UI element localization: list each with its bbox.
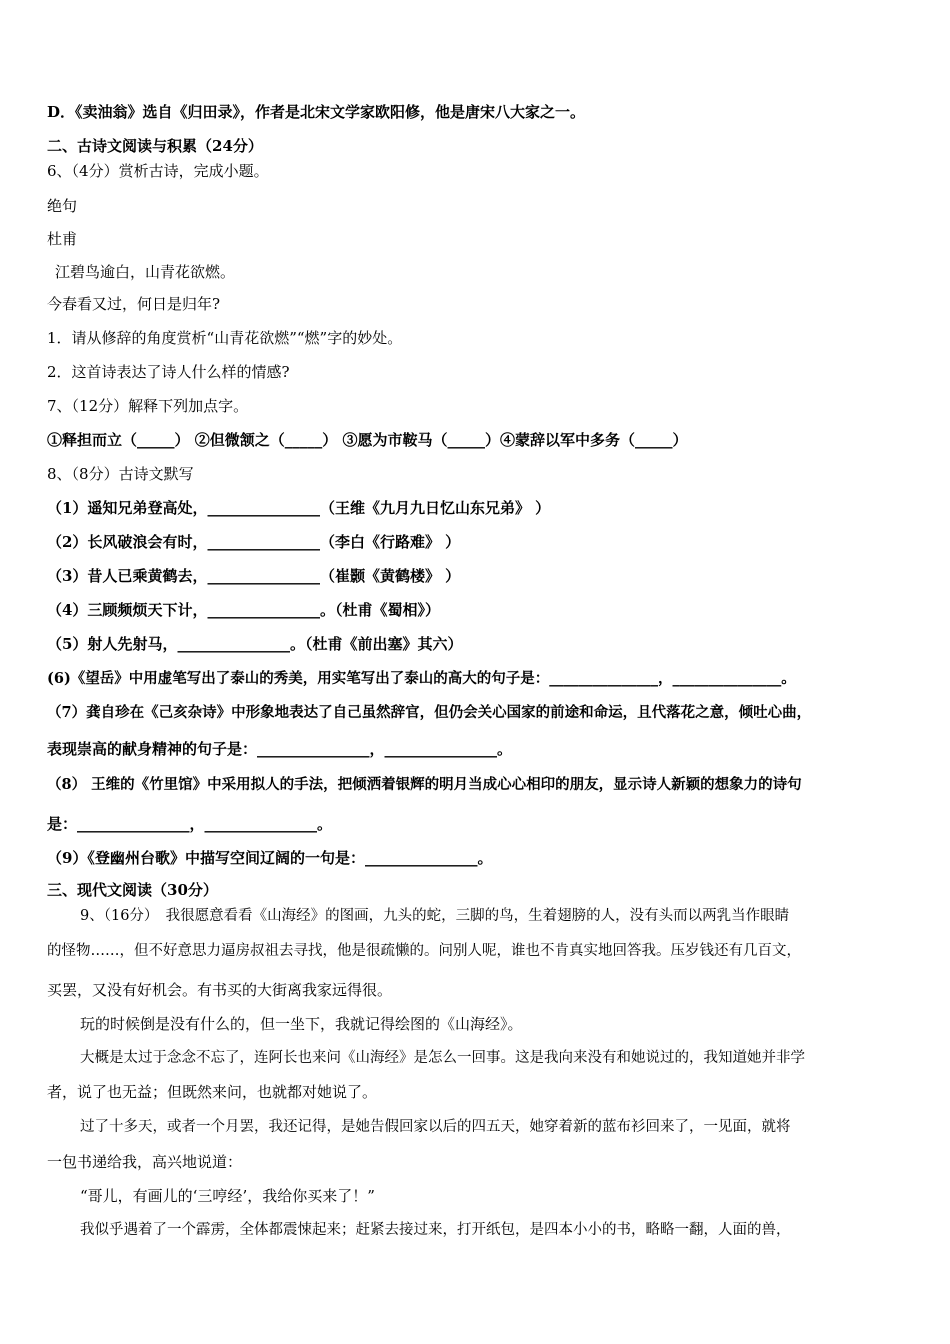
poem-line-1: 江碧鸟逾白，山青花欲燃。 [55, 263, 236, 281]
section-heading-modern-reading: 三、现代文阅读（30分） [47, 881, 218, 899]
passage-para-6-line-1: 我似乎遇着了一个霹雳，全体都震悚起来；赶紧去接过来，打开纸包，是四本小小的书，略略一翻，人面的兽， [80, 1222, 791, 1238]
poem-line-2: 今春看又过，何日是归年? [47, 295, 221, 313]
passage-para-3-line-1: 大概是太过于念念不忘了，连阿长也来问《山海经》是怎么一回事。这是我向来没有和她说过的，我知道她并非学 [80, 1050, 805, 1066]
question-6-sub-2: 2．这首诗表达了诗人什么样的情感? [47, 363, 290, 381]
section-heading-classical-poetry: 二、古诗文阅读与积累（24分） [47, 137, 263, 155]
question-8-item-3: （3）昔人已乘黄鹤去，_______________（崔颢《黄鹤楼》 ） [47, 567, 461, 585]
option-d-text: D．《卖油翁》选自《归田录》，作者是北宋文学家欧阳修，他是唐宋八大家之一。 [47, 103, 586, 121]
question-8-item-4: （4）三顾频烦天下计，_______________。（杜甫《蜀相》） [47, 601, 440, 619]
passage-para-4-line-2: 一包书递给我，高兴地说道： [47, 1153, 243, 1171]
passage-para-1-line-1: 9、（16分） 我很愿意看看《山海经》的图画，九头的蛇，三脚的鸟，生着翅膀的人，没有头而以两乳当作眼睛 [80, 908, 790, 924]
passage-para-2: 玩的时候倒是没有什么的，但一坐下，我就记得绘图的《山海经》。 [80, 1015, 523, 1033]
question-8-item-6: (6)《望岳》中用虚笔写出了泰山的秀美，用实笔写出了泰山的高大的句子是：_______________，_______________。 [47, 670, 796, 687]
passage-para-3-line-2: 者，说了也无益；但既然来问，也就都对她说了。 [47, 1083, 378, 1101]
question-8-item-8-line-1: （8） 王维的《竹里馆》中采用拟人的手法，把倾洒着银辉的明月当成心心相印的朋友，显示诗人新颖的想象力的诗句 [47, 776, 802, 793]
question-8-item-1: （1）遥知兄弟登高处，_______________（王维《九月九日忆山东兄弟》 ） [47, 499, 551, 517]
question-8-item-5: （5）射人先射马，_______________。（杜甫《前出塞》其六） [47, 635, 463, 653]
passage-para-4-line-1: 过了十多天，或者一个月罢，我还记得，是她告假回家以后的四五天，她穿着新的蓝布衫回来了，一见面，就将 [80, 1119, 791, 1135]
question-7-stem: 7、（12分）解释下列加点字。 [47, 397, 249, 415]
poem-author: 杜甫 [47, 230, 78, 248]
passage-para-1-line-2: 的怪物……，但不好意思力逼房叔祖去寻找，他是很疏懒的。问别人呢，谁也不肯真实地回答我。压岁钱还有几百文， [47, 943, 801, 959]
question-8-stem: 8、（8分）古诗文默写 [47, 465, 194, 483]
question-6-stem: 6、（4分）赏析古诗，完成小题。 [47, 162, 269, 180]
passage-para-5: “哥儿，有画儿的‘三哼经’，我给你买来了！” [80, 1187, 375, 1205]
poem-title: 绝句 [47, 197, 78, 215]
question-8-item-9: （9）《登幽州台歌》中描写空间辽阔的一句是：_______________。 [47, 849, 493, 867]
question-7-items: ①释担而立（_____） ②但微颔之（_____） ③愿为市鞍马（_____）④蒙辞以军中多务（_____） [47, 431, 688, 449]
question-6-sub-1: 1．请从修辞的角度赏析“山青花欲燃”“燃”字的妙处。 [47, 329, 403, 347]
question-8-item-7-line-1: （7）龚自珍在《己亥杂诗》中形象地表达了自己虽然辞官，但仍会关心国家的前途和命运，且代落花之意，倾吐心曲， [47, 704, 812, 721]
question-8-item-8-line-2: 是：_______________，_______________。 [47, 815, 333, 833]
question-8-item-7-line-2: 表现崇高的献身精神的句子是：_______________，_______________。 [47, 740, 513, 758]
question-8-item-2: （2）长风破浪会有时，_______________（李白《行路难》 ） [47, 533, 461, 551]
passage-para-1-line-3: 买罢，又没有好机会。有书买的大街离我家远得很。 [47, 981, 393, 999]
